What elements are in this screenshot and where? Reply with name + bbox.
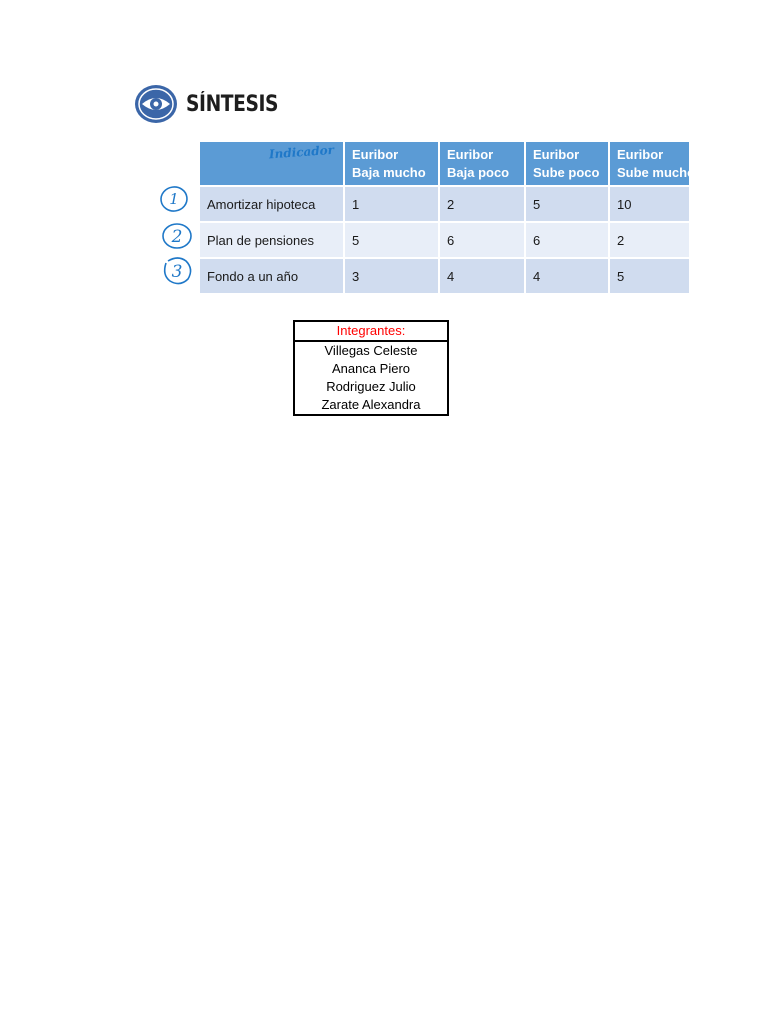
column-header-sube-mucho: Euribor Sube mucho bbox=[609, 142, 690, 186]
row-label: Fondo a un año bbox=[200, 258, 344, 294]
svg-text:3: 3 bbox=[171, 262, 183, 282]
table-row bbox=[200, 222, 690, 258]
table-corner-cell bbox=[200, 142, 344, 186]
page-header bbox=[134, 84, 294, 124]
member-name: Rodriguez Julio bbox=[326, 379, 416, 394]
svg-text:1: 1 bbox=[169, 190, 179, 208]
table-cell: 6 bbox=[525, 222, 609, 258]
table-header-row bbox=[200, 142, 690, 186]
table-row bbox=[200, 258, 690, 294]
column-header-sube-poco: Euribor Sube poco bbox=[525, 142, 609, 186]
column-header-baja-mucho: Euribor Baja mucho bbox=[344, 142, 439, 186]
indicator-table-container bbox=[200, 142, 696, 292]
eye-icon bbox=[134, 84, 178, 124]
table-cell: 2 bbox=[439, 186, 525, 222]
table-cell: 10 bbox=[609, 186, 690, 222]
indicator-table bbox=[200, 142, 696, 295]
handwritten-marker-1 bbox=[159, 185, 188, 212]
table-cell: 4 bbox=[439, 258, 525, 294]
table-cell: 3 bbox=[344, 258, 439, 294]
table-cell: 6 bbox=[439, 222, 525, 258]
handwritten-indicador-text: Indicador bbox=[268, 142, 335, 162]
handwritten-row-markers bbox=[158, 183, 198, 293]
table-cell: 1 bbox=[344, 186, 439, 222]
table-cell: 5 bbox=[525, 186, 609, 222]
member-name: Villegas Celeste bbox=[324, 343, 418, 358]
table-cell: 5 bbox=[344, 222, 439, 258]
table-cell: 5 bbox=[609, 258, 690, 294]
handwritten-marker-2 bbox=[163, 224, 191, 248]
table-row bbox=[200, 186, 690, 222]
row-label: Plan de pensiones bbox=[200, 222, 344, 258]
row-label: Amortizar hipoteca bbox=[200, 186, 344, 222]
table-cell: 2 bbox=[609, 222, 690, 258]
members-box bbox=[293, 320, 449, 416]
svg-text:2: 2 bbox=[171, 227, 183, 247]
column-header-baja-poco: Euribor Baja poco bbox=[439, 142, 525, 186]
page-title: SÍNTESIS bbox=[186, 91, 279, 117]
handwritten-indicador-annotation bbox=[267, 142, 339, 164]
table-cell: 4 bbox=[525, 258, 609, 294]
member-name: Ananca Piero bbox=[331, 361, 411, 376]
handwritten-marker-3 bbox=[165, 258, 191, 284]
members-title: Integrantes: bbox=[295, 322, 447, 342]
member-name: Zarate Alexandra bbox=[321, 397, 421, 412]
